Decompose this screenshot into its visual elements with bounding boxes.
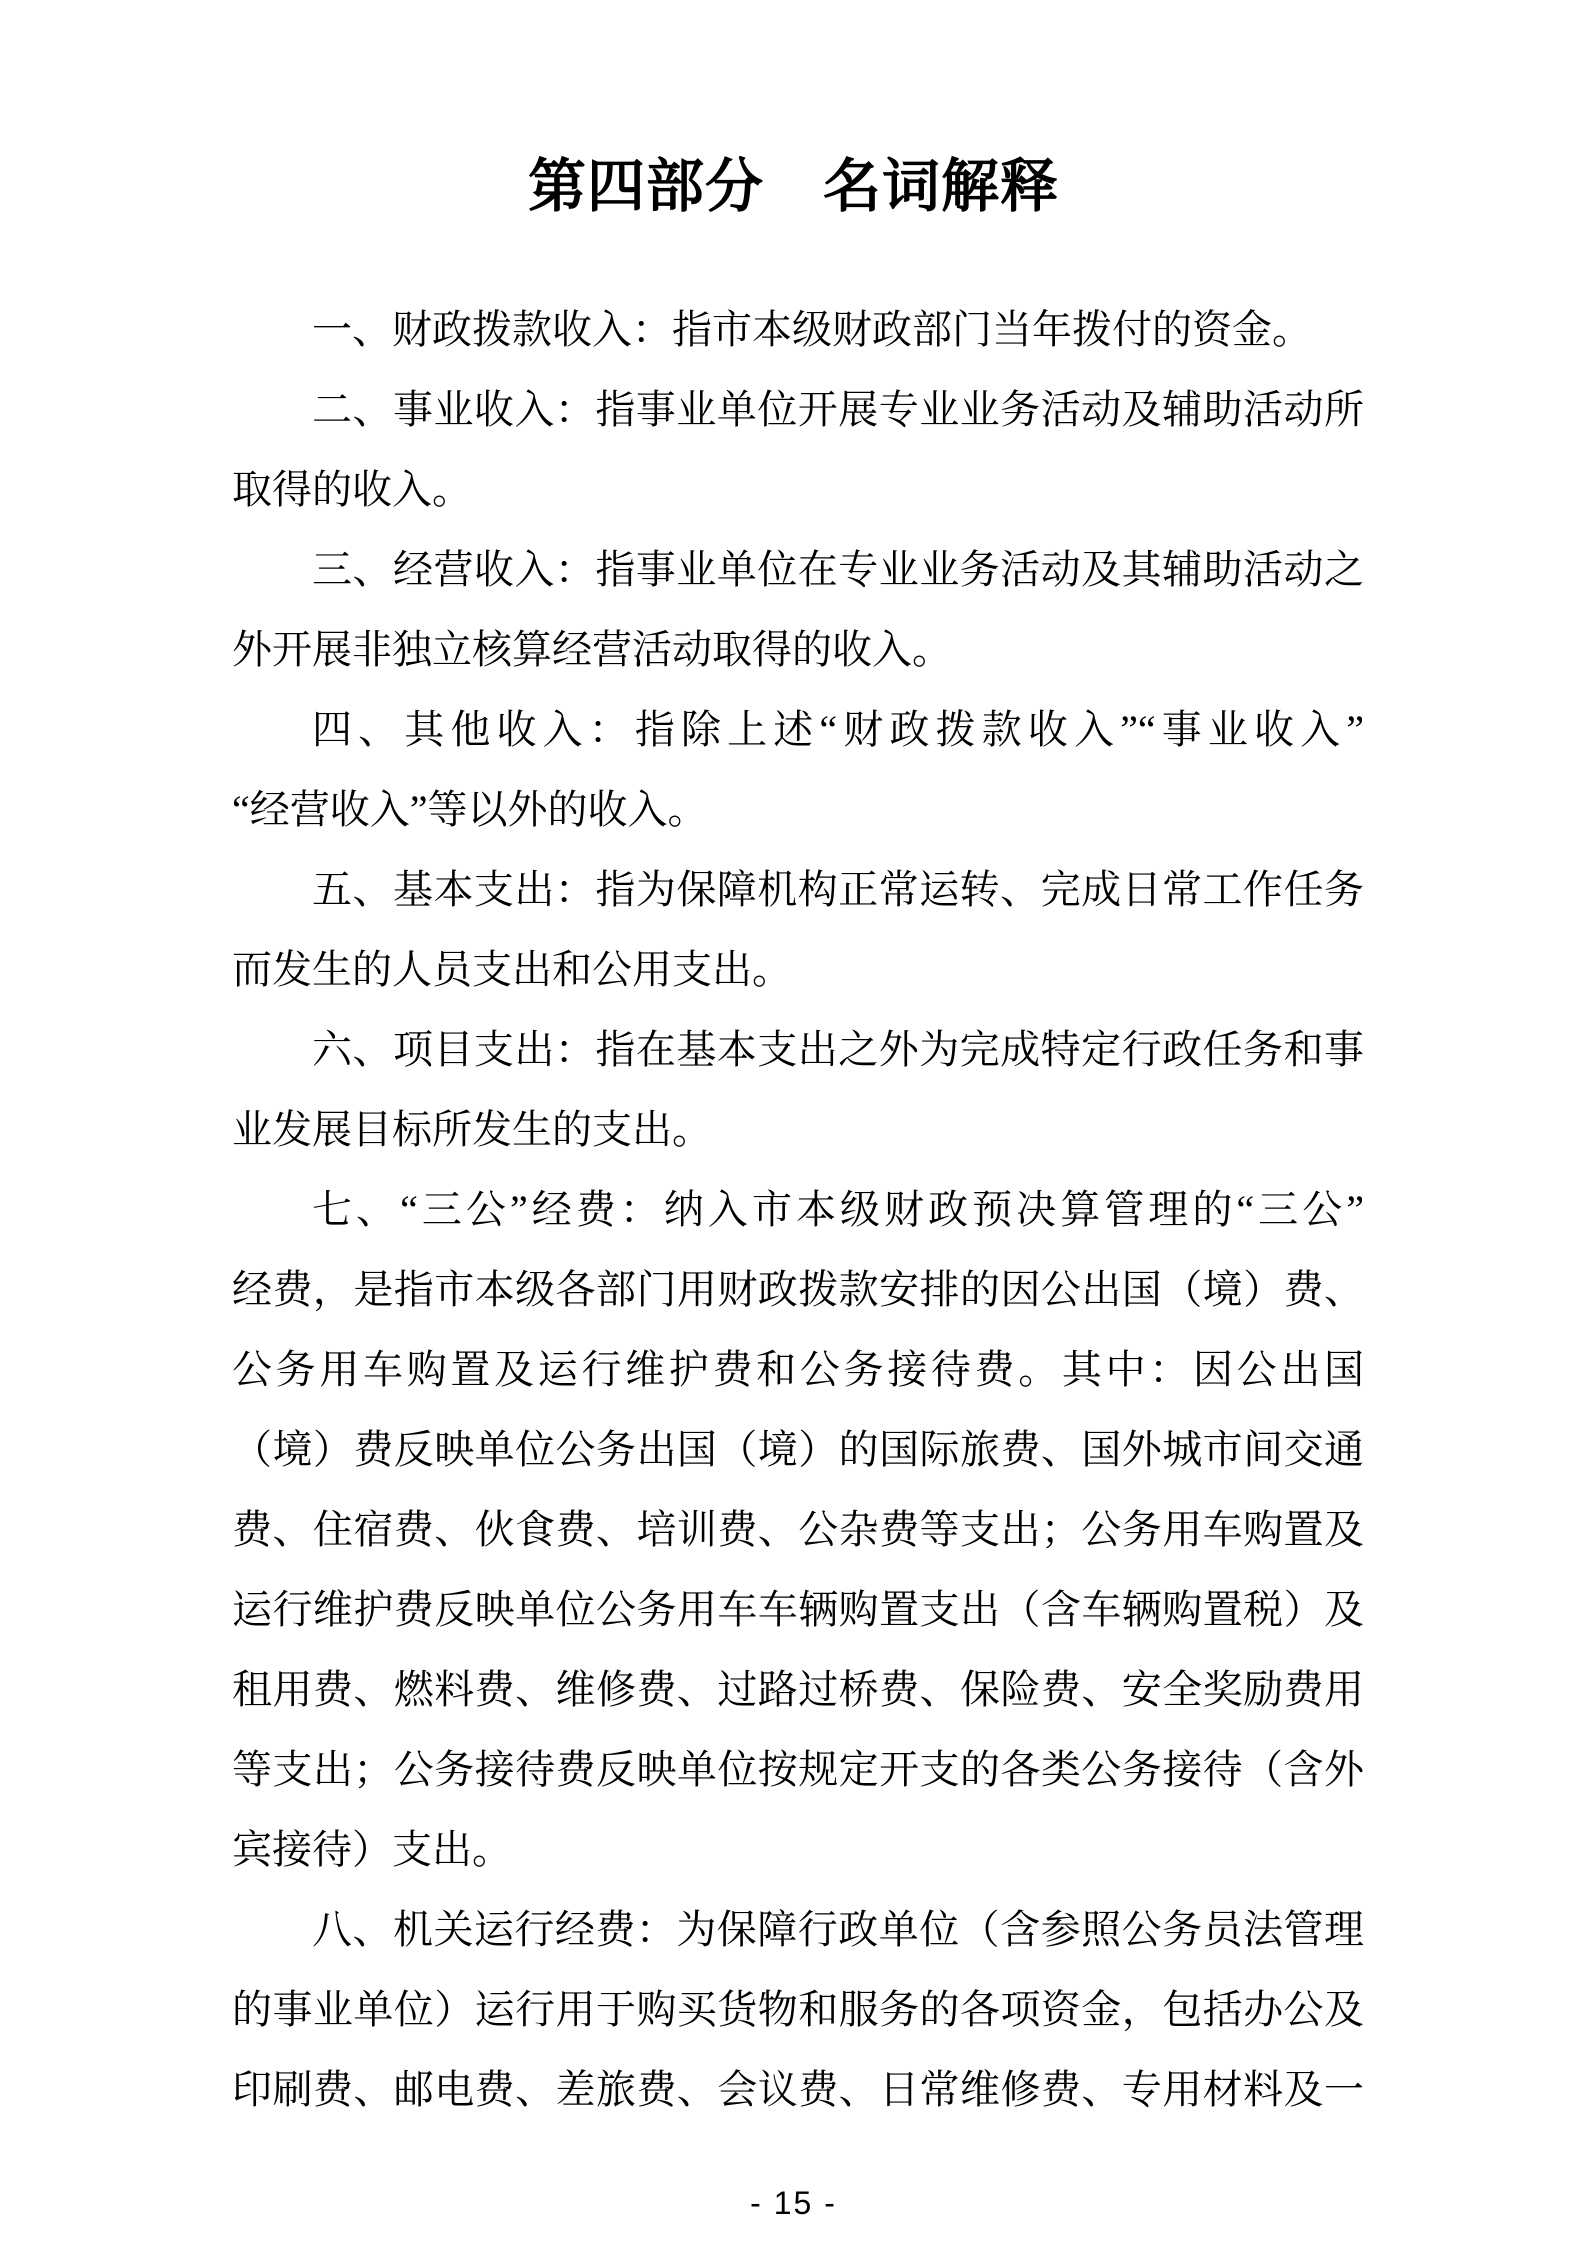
body-line: 公务用车购置及运行维护费和公务接待费。其中：因公出国 bbox=[232, 1347, 1364, 1392]
body-line: “经营收入”等以外的收入。 bbox=[232, 787, 708, 832]
body-line: 等支出；公务接待费反映单位按规定开支的各类公务接待（含外 bbox=[232, 1747, 1364, 1792]
body-line: 四、其他收入：指除上述“财政拨款收入”“事业收入” bbox=[312, 707, 1364, 752]
body-line: 二、事业收入：指事业单位开展专业业务活动及辅助活动所 bbox=[312, 387, 1364, 432]
body-line: 租用费、燃料费、维修费、过路过桥费、保险费、安全奖励费用 bbox=[232, 1667, 1364, 1712]
body-line: 业发展目标所发生的支出。 bbox=[232, 1107, 712, 1152]
body-line: 六、项目支出：指在基本支出之外为完成特定行政任务和事 bbox=[312, 1027, 1364, 1072]
body-line: 经费，是指市本级各部门用财政拨款安排的因公出国（境）费、 bbox=[232, 1267, 1364, 1312]
body-line: 一、财政拨款收入：指市本级财政部门当年拨付的资金。 bbox=[312, 307, 1312, 352]
page-number: - 15 - bbox=[750, 2185, 837, 2221]
body-line: 而发生的人员支出和公用支出。 bbox=[232, 947, 792, 992]
body-line: 外开展非独立核算经营活动取得的收入。 bbox=[232, 627, 952, 672]
body-line: 宾接待）支出。 bbox=[232, 1827, 512, 1872]
body-line: 三、经营收入：指事业单位在专业业务活动及其辅助活动之 bbox=[312, 547, 1364, 592]
body-line: 五、基本支出：指为保障机构正常运转、完成日常工作任务 bbox=[312, 867, 1364, 912]
body-line: 印刷费、邮电费、差旅费、会议费、日常维修费、专用材料及一 bbox=[232, 2067, 1364, 2112]
body-line: （境）费反映单位公务出国（境）的国际旅费、国外城市间交通 bbox=[232, 1427, 1364, 1472]
body-line: 运行维护费反映单位公务用车车辆购置支出（含车辆购置税）及 bbox=[232, 1587, 1364, 1632]
body-line: 的事业单位）运行用于购买货物和服务的各项资金，包括办公及 bbox=[232, 1987, 1364, 2032]
document-body bbox=[232, 290, 1364, 2130]
body-line: 取得的收入。 bbox=[232, 467, 472, 512]
section-title: 第四部分 名词解释 bbox=[527, 154, 1059, 219]
body-line: 费、住宿费、伙食费、培训费、公杂费等支出；公务用车购置及 bbox=[232, 1507, 1364, 1552]
body-line: 八、机关运行经费：为保障行政单位（含参照公务员法管理 bbox=[312, 1907, 1364, 1952]
body-line: 七、“三公”经费：纳入市本级财政预决算管理的“三公” bbox=[312, 1187, 1364, 1232]
